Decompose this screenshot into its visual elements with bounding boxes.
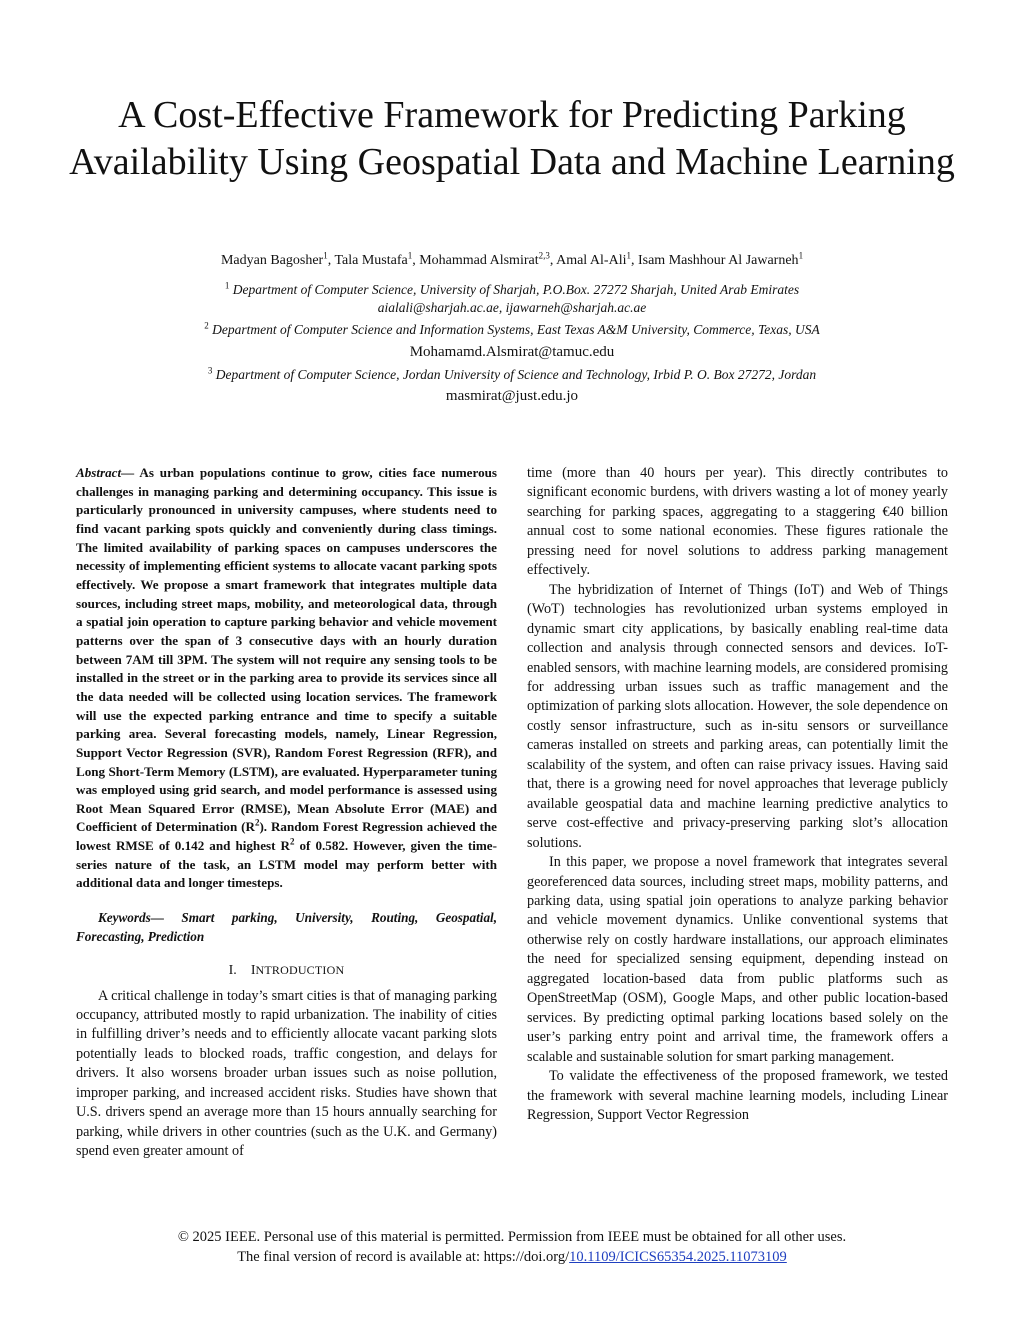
doi-link[interactable]: 10.1109/ICICS65354.2025.11073109 [569,1249,787,1265]
author-affiliation-mark: 2,3 [538,250,550,261]
right-column [527,464,948,1125]
author-name: , Isam Mashhour Al Jawarneh [630,253,799,268]
body-paragraph: time (more than 40 hours per year). This directly contributes to significant economic burdens, with drivers wasting a lot of money yearly searching for parking spaces, aggregating to a staggering €40 billion annual cost to some national economies. These figures rationale the pressing need for novel solutions to address parking management effectively. [527,465,948,579]
author-affiliation-mark: 1 [626,250,631,261]
affiliation-3-email: masmirat@just.edu.jo [445,388,579,404]
author-name: , Amal Al-Ali [549,253,627,268]
affiliation-1: $^1$ Department of Computer Science, University of Sharjah, P.O.Box. 27272 Sharjah, United Arab Emirates aialali@sharjah.ac.ae, ijawarneh@sharjah.ac.ae [224,280,800,315]
body-paragraph: To validate the effectiveness of the proposed framework, we tested the framework with several machine learning models, including Linear Regression, Support Vector Regression [527,1068,948,1123]
copyright-notice: © 2025 IEEE. Personal use of this material is permitted. Permission from IEEE must be obtained for all other uses. [177,1229,847,1245]
author-affiliation-mark: 1 [323,250,328,261]
author-affiliation-mark: 1 [798,250,804,261]
copyright-footer [62,1227,962,1267]
keywords: Keywords— Smart parking, University, Routing, Geospatial, Forecasting, Prediction [76,910,497,944]
abstract: Abstract— As urban populations continue to grow, cities face numerous challenges in managing parking and determining occupancy. This issue is particularly pronounced in university campuses, where students need to find vacant parking spots quickly and conveniently during class timings. The limited availability of parking spaces on campuses underscores the necessity of implementing efficient systems to allocate vacant parking spots effectively. We propose a smart framework that integrates multiple data sources, including street maps, mobility, and meteorological data, through a spatial join operation to capture parking behavior and vehicle movement patterns over the span of 3 consecutive days with an hourly duration between 7AM till 3PM. The system will not require any sensing tools to be installed in the street or in the parking area to provide its services since all the data needed will be collected using location services. The framework will use the expected parking entrance and time to specify a suitable parking area. Several forecasting models, namely, Linear Regression, Support Vector Regression (SVR), Random Forest Regression (RFR), and Long Short-Term Memory (LSTM), are evaluated. Hyperparameter tuning was employed using grid search, and model performance is assessed using Root Mean Squared Error (RMSE), Mean Absolute Error (MAE) and Coefficient of Determination $(R^2)$. Random Forest Regression achieved the lowest RMSE of 0.142 and highest $R^2$ of 0.582. However, given the time-series nature of the task, an LSTM model may perform better with additional data and longer timesteps. [76,465,497,891]
body-paragraph: In this paper, we propose a novel framework that integrates several georeferenced data sources, including street maps, mobility patterns, and parking data, using spatial join operations to analyze parking behavior and vehicle movement dynamics. Unlike conventional systems that otherwise rely on costly hardware installations, our approach eliminates the need for specialized sensing equipment, depending instead on aggregated location-based data from public platforms such as OpenStreetMap (OSM), Google Maps, and other public location-based services. By predicting optimal parking locations based solely on the user’s parking entry point and arrival time, the framework offers a scalable and sustainable solution for smart parking management. [527,854,948,1065]
author-name: , Mohammad Alsmirat [412,253,539,268]
section-heading-introduction: I. INTRODUCTION [228,963,345,979]
affiliation-3: $^3$ Department of Computer Science, Jordan University of Science and Technology, Irbid P. O. Box 27272, Jordan [207,365,817,382]
intro-paragraph: A critical challenge in today’s smart cities is that of managing parking occupancy, attributed mostly to rapid urbanization. The inability of cities in fulfilling driver’s needs and to efficiently allocate vacant parking slots potentially leads to blocked roads, traffic congestion, and delays for drivers. It also worsens broader urban issues such as noise pollution, improper parking, and increased accident risks. Studies have shown that U.S. drivers spend an average more than 15 hours annually searching for parking, while drivers in other countries (such as the U.K. and Germany) spend even greater amount of [76,987,497,1160]
abstract-lead: Abstract— [76,465,135,480]
affiliation-2-email: Mohamamd.Alsmirat@tamuc.edu [409,344,615,360]
doi-line: The final version of record is available at: https://doi.org/10.1109/ICICS65354.2025.11073109 [237,1249,787,1265]
author-affiliation-mark: 1 [407,250,413,261]
author-name: Madyan Bagosher [220,253,324,268]
author-list [62,250,962,269]
affiliation-2: $^2$ Department of Computer Science and Information Systems, East Texas A&M University, Commerce, Texas, USA [204,320,820,337]
body-paragraph: The hybridization of Internet of Things (IoT) and Web of Things (WoT) technologies has revolutionized urban systems employed in dynamic smart city applications, by basically enabling real-time data collection and analysis through connected sensors and devices. IoT-enabled sensors, with machine learning models, are considered promising for addressing urban issues such as traffic management and the optimization of parking slots allocation. However, the sole dependence on costly sensor infrastructure, such as in-situ sensors or surveillance cameras installed on streets and parking areas, can potentially limit the scalability of the system, and often can raise privacy issues. Having said that, there is a growing need for novel approaches that leverage publicly available geospatial data and machine learning predictive analytics to serve cost-effective and privacy-preserving parking slot’s allocation solutions. [527,581,948,851]
paper-title: A Cost-Effective Framework for Predicting Parking Availability Using Geospatial Data and Machine Learning [69,94,955,183]
affiliation-1-emails: aialali@sharjah.ac.ae, ijawarneh@sharjah.ac.ae [377,300,647,315]
left-column [76,464,497,1162]
author-name: , Tala Mustafa [327,253,408,268]
